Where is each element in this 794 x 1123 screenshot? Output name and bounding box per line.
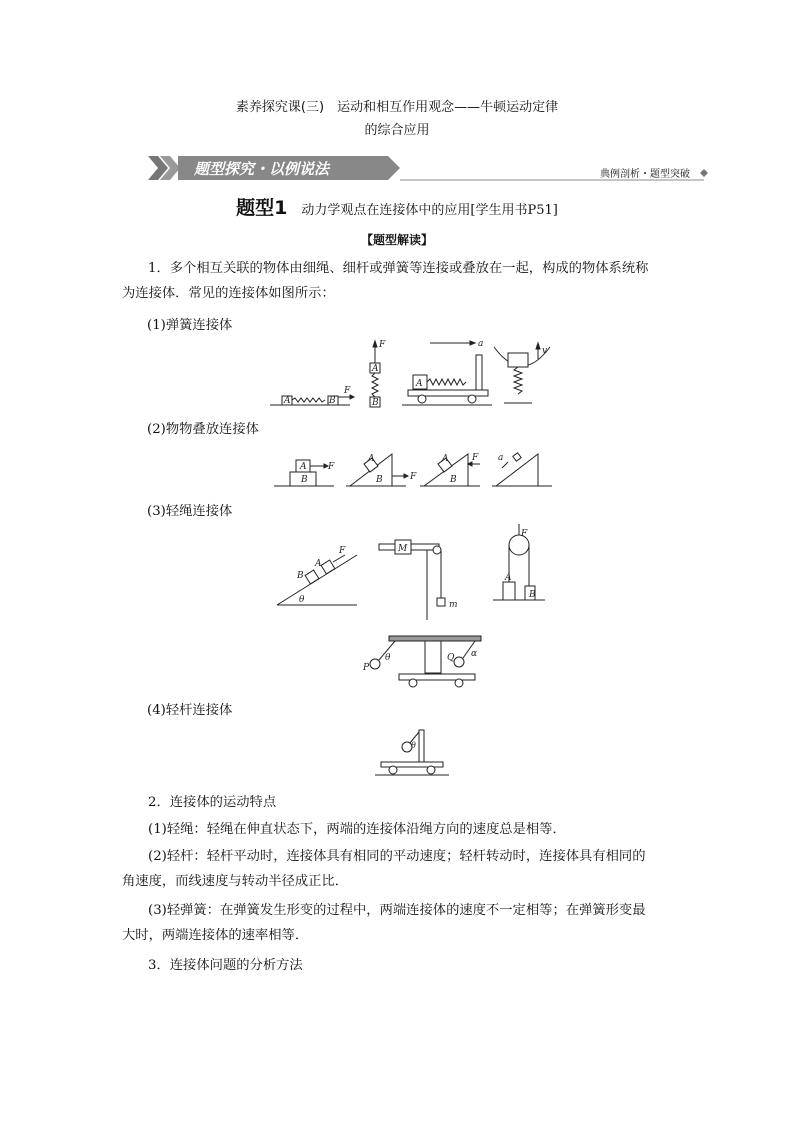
- paragraph-2-spring-line-1: (3)轻弹簧：在弹簧发生形变的过程中，两端连接体的速度不一定相等；在弹簧形变最: [148, 903, 646, 918]
- fig-label-theta: θ: [411, 741, 416, 750]
- fig-label-A: A: [315, 559, 322, 569]
- fig-label-P: P: [363, 663, 370, 673]
- fig-label-v: v: [542, 346, 548, 356]
- label-stack: (2)物物叠放连接体: [147, 422, 259, 437]
- fig-label-F: F: [521, 529, 528, 539]
- fig-label-B: B: [376, 475, 383, 485]
- paragraph-3: 3．连接体问题的分析方法: [148, 958, 303, 973]
- paragraph-2-spring-line-2: 大时，两端连接体的速率相等．: [122, 928, 309, 943]
- fig-label-B: B: [529, 590, 536, 600]
- fig-label-m: m: [449, 600, 458, 610]
- fig-label-alpha: α: [471, 649, 478, 659]
- paragraph-2-rope: (1)轻绳：轻绳在伸直状态下，两端的连接体沿绳方向的速度总是相等．: [148, 822, 566, 837]
- paragraph-2: 2．连接体的运动特点: [148, 795, 277, 810]
- fig-label-F: F: [472, 453, 479, 463]
- fig-label-F: F: [344, 386, 351, 396]
- fig-label-B: B: [372, 398, 379, 408]
- banner-left-text: 题型探究・以例说法: [194, 160, 330, 178]
- fig-label-B: B: [297, 571, 304, 581]
- page-title: [0, 96, 794, 142]
- question-type-heading: [0, 193, 794, 220]
- fig-label-M: M: [398, 544, 408, 554]
- title-line-1: 素养探究课(三) 运动和相互作用观念——牛顿运动定律: [235, 100, 559, 115]
- paragraph-2-rod-line-1: (2)轻杆：轻杆平动时，连接体具有相同的平动速度；轻杆转动时，连接体具有相同的: [148, 849, 646, 864]
- fig-label-A: A: [368, 454, 375, 464]
- label-spring: (1)弹簧连接体: [147, 318, 233, 333]
- figure-spring-connectors: [270, 335, 560, 415]
- fig-label-a: a: [498, 453, 504, 463]
- fig-label-A: A: [372, 364, 379, 374]
- fig-label-B: B: [301, 475, 308, 485]
- fig-label-A: A: [442, 454, 449, 464]
- subheading: 【题型解读】: [360, 233, 433, 247]
- figure-rope-connectors: [275, 520, 550, 690]
- diamond-icon: [700, 169, 708, 177]
- fig-label-A: A: [416, 379, 423, 389]
- fig-label-Q: Q: [447, 653, 455, 663]
- fig-label-F: F: [410, 472, 417, 482]
- banner-right-text: 典例剖析・题型突破: [600, 169, 690, 180]
- label-rope: (3)轻绳连接体: [147, 504, 233, 519]
- fig-label-a: a: [478, 339, 484, 349]
- fig-label-B: B: [329, 396, 336, 406]
- fig-label-F: F: [328, 462, 335, 472]
- fig-label-theta: θ: [385, 653, 391, 663]
- fig-label-A: A: [284, 396, 291, 406]
- question-type-label: 题型1: [236, 197, 288, 219]
- title-line-2: 的综合应用: [364, 123, 430, 138]
- figure-stack-connectors: [272, 448, 562, 490]
- paragraph-2-rod-line-2: 角速度，而线速度与转动半径成正比．: [122, 874, 349, 889]
- question-type-title: 动力学观点在连接体中的应用[学生用书P51]: [301, 203, 558, 218]
- label-rod: (4)轻杆连接体: [147, 703, 233, 718]
- fig-label-theta: θ: [299, 595, 305, 605]
- fig-label-F: F: [379, 340, 386, 350]
- fig-label-A: A: [505, 573, 512, 583]
- fig-label-A: A: [300, 462, 307, 472]
- fig-label-B: B: [450, 475, 457, 485]
- figure-rod-connector: [375, 722, 455, 780]
- paragraph-1-line-1: 1．多个相互关联的物体由细绳、细杆或弹簧等连接或叠放在一起，构成的物体系统称: [148, 261, 649, 276]
- fig-label-F: F: [339, 546, 346, 556]
- paragraph-1-line-2: 为连接体．常见的连接体如图所示：: [122, 286, 335, 301]
